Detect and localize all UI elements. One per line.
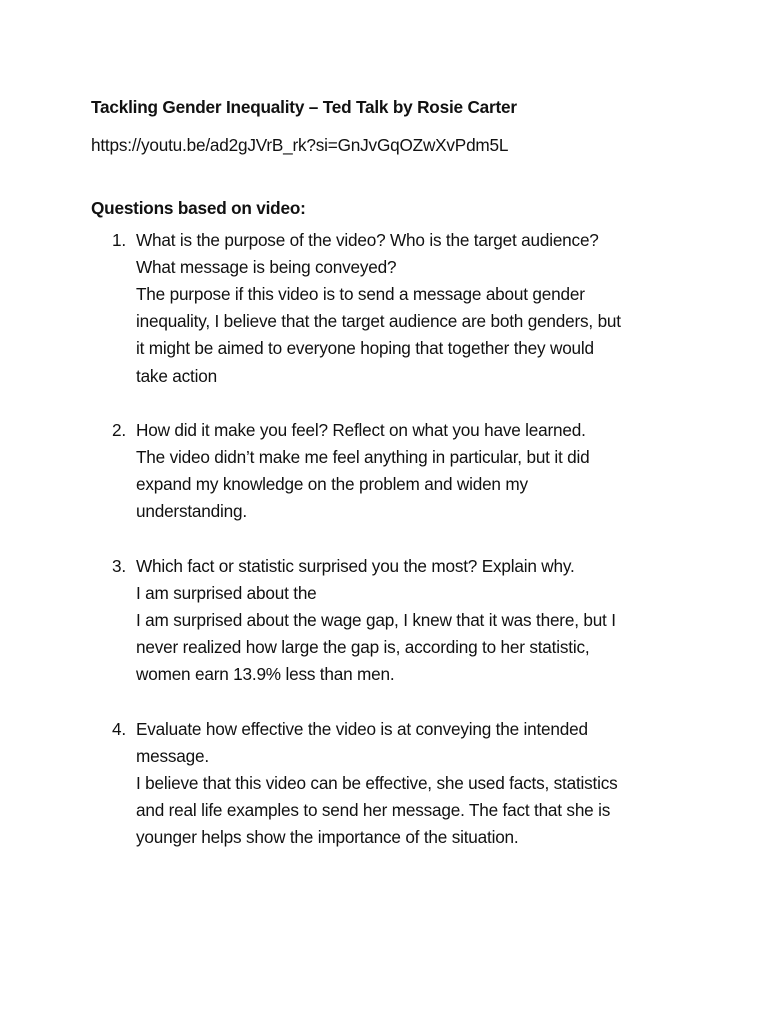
question-text-line: What is the purpose of the video? Who is the target audience? [136, 229, 599, 250]
answer-text-line: I believe that this video can be effective, she used facts, statistics [136, 773, 618, 794]
answer-text-line: never realized how large the gap is, according to her statistic, [136, 637, 590, 658]
document-title: Tackling Gender Inequality – Ted Talk by Rosie Carter [91, 97, 517, 117]
answer-text-line: understanding. [136, 501, 247, 522]
answer-text-line: take action [136, 365, 217, 386]
question-text-line: What message is being conveyed? [136, 256, 397, 277]
question-text-line: Which fact or statistic surprised you the most? Explain why. [136, 555, 575, 576]
answer-text-line: it might be aimed to everyone hoping that together they would [136, 338, 594, 359]
question-number: 4. [112, 718, 126, 739]
answer-text-line: I am surprised about the wage gap, I knew that it was there, but I [136, 610, 616, 631]
answer-text-line: younger helps show the importance of the situation. [136, 827, 519, 848]
question-item-2 [91, 417, 691, 526]
question-text-line: How did it make you feel? Reflect on what you have learned. [136, 419, 586, 440]
question-item-1 [91, 227, 691, 390]
question-text-line: Evaluate how effective the video is at conveying the intended [136, 718, 588, 739]
video-link: https://youtu.be/ad2gJVrB_rk?si=GnJvGqOZwXvPdm5L [91, 135, 509, 156]
questions-heading: Questions based on video: [91, 198, 306, 219]
question-number: 2. [112, 419, 126, 440]
questions-list [91, 227, 691, 852]
document-body [91, 94, 691, 879]
question-number: 3. [112, 555, 126, 576]
answer-text-line: The purpose if this video is to send a message about gender [136, 284, 585, 305]
answer-text-line: women earn 13.9% less than men. [136, 664, 395, 685]
answer-text-line: I am surprised about the [136, 582, 317, 603]
question-item-4 [91, 716, 691, 852]
question-item-3 [91, 553, 691, 689]
question-text-line: message. [136, 745, 209, 766]
answer-text-line: inequality, I believe that the target audience are both genders, but [136, 311, 621, 332]
answer-text-line: expand my knowledge on the problem and widen my [136, 474, 528, 495]
question-number: 1. [112, 229, 126, 250]
answer-text-line: The video didn’t make me feel anything in particular, but it did [136, 447, 590, 468]
answer-text-line: and real life examples to send her message. The fact that she is [136, 800, 611, 821]
